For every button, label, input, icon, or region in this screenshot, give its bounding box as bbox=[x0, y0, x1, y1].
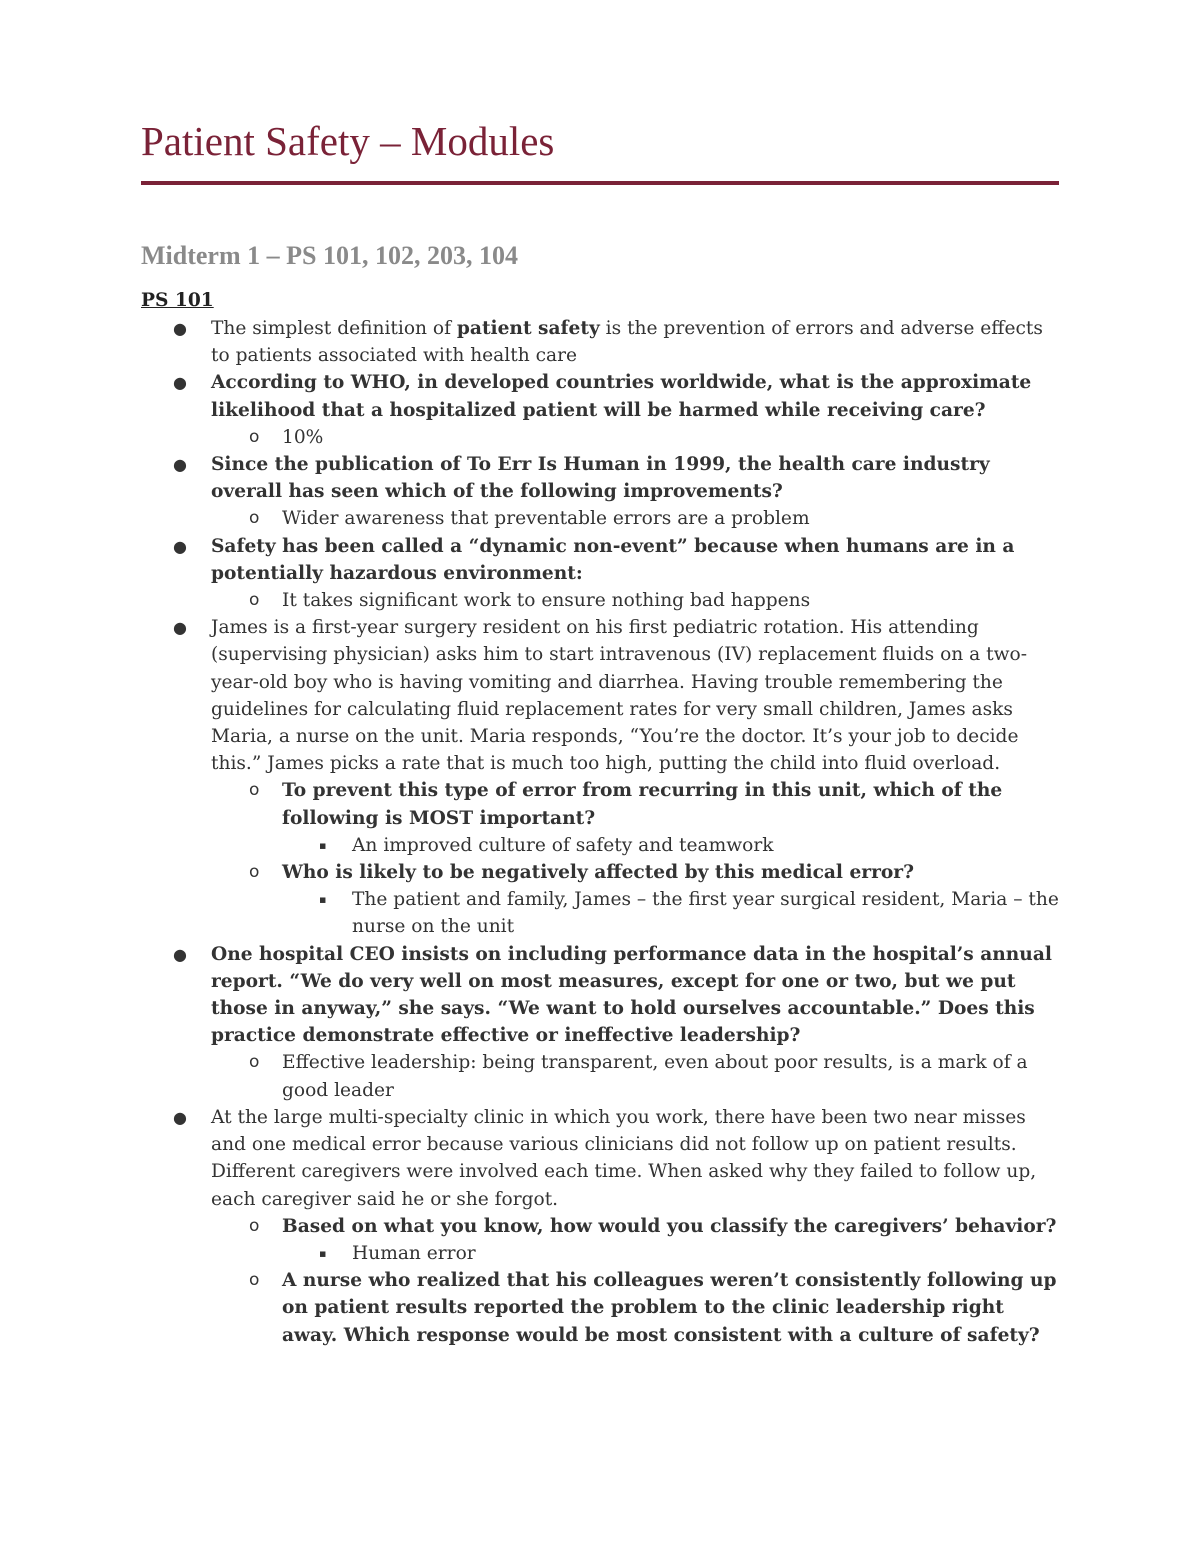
document-title: Patient Safety – Modules bbox=[141, 118, 555, 164]
answer-q3 bbox=[141, 505, 1059, 532]
circle-bullet-icon: o bbox=[249, 1052, 260, 1073]
question-text: To prevent this type of error from recurring in this unit, which of the following is MOST important? bbox=[282, 780, 1003, 829]
answer-q2 bbox=[141, 424, 1059, 451]
question-text: Since the publication of To Err Is Human in 1999, the health care industry overall has seen which of the following improvements? bbox=[211, 454, 990, 503]
answer-q6 bbox=[141, 1049, 1059, 1103]
notes-content bbox=[141, 287, 1059, 1349]
answer-text: 10% bbox=[282, 426, 324, 448]
list-item-q7 bbox=[141, 1104, 1059, 1213]
list-item-q3 bbox=[141, 451, 1059, 505]
answer-text: Effective leadership: being transparent, even about poor results, is a mark of a good leader bbox=[282, 1052, 1028, 1101]
circle-bullet-icon: o bbox=[249, 862, 260, 883]
section-heading: PS 101 bbox=[141, 290, 214, 311]
square-bullet-icon: ▪ bbox=[319, 893, 327, 907]
title-divider bbox=[141, 181, 1059, 185]
question-text: Safety has been called a “dynamic non-event” because when humans are in a potentially hazardous environment: bbox=[211, 535, 1015, 584]
bullet-icon: ● bbox=[173, 618, 187, 638]
square-bullet-icon: ▪ bbox=[319, 1246, 327, 1260]
subquestion-q5-2 bbox=[141, 859, 1059, 886]
bullet-icon: ● bbox=[173, 1107, 187, 1127]
scenario-text: James is a first-year surgery resident on his first pediatric rotation. His attending (supervising physician) asks him to start intravenous (IV) replacement fluids on a two-year-old boy who is having vomiting and diarrhea. Having trouble remembering the guidelines for calculating fluid replacement rates for very small children, James asks Maria, a nurse on the unit. Maria responds, “You’re the doctor. It’s your job to decide this.” James picks a rate that is much too high, putting the child into fluid overload. bbox=[211, 617, 1028, 775]
list-item-q5 bbox=[141, 614, 1059, 777]
circle-bullet-icon: o bbox=[249, 508, 260, 529]
scenario-text: At the large multi-specialty clinic in which you work, there have been two near misses and one medical error because various clinicians did not follow up on patient results. Different caregivers were involved each time. When asked why they failed to follow up, each caregiver said he or she forgot. bbox=[211, 1106, 1037, 1210]
midterm-heading: Midterm 1 – PS 101, 102, 203, 104 bbox=[141, 241, 518, 270]
list-item-q6 bbox=[141, 941, 1059, 1050]
answer-text: Human error bbox=[352, 1242, 476, 1264]
subquestion-q5-1 bbox=[141, 777, 1059, 831]
question-text: Based on what you know, how would you classify the caregivers’ behavior? bbox=[282, 1215, 1057, 1237]
circle-bullet-icon: o bbox=[249, 590, 260, 611]
answer-text: The patient and family, James – the first year surgical resident, Maria – the nurse on the unit bbox=[352, 889, 1059, 938]
subquestion-q7-2 bbox=[141, 1267, 1059, 1349]
list-item-q4 bbox=[141, 533, 1059, 587]
circle-bullet-icon: o bbox=[249, 780, 260, 801]
bullet-icon: ● bbox=[173, 536, 187, 556]
question-text: One hospital CEO insists on including performance data in the hospital’s annual report. “We do very well on most measures, except for one or two, but we put those in anyway,” she says. “We want to hold ourselves accountable.” Does this practice demonstrate effective or ineffective leadership? bbox=[211, 943, 1052, 1047]
answer-q5-1 bbox=[141, 832, 1059, 859]
bullet-icon: ● bbox=[173, 319, 187, 338]
answer-text: Wider awareness that preventable errors are a problem bbox=[282, 508, 810, 530]
list-item-q2 bbox=[141, 369, 1059, 423]
circle-bullet-icon: o bbox=[249, 1270, 260, 1291]
bullet-icon: ● bbox=[173, 944, 187, 964]
question-list bbox=[141, 315, 1059, 1349]
circle-bullet-icon: o bbox=[249, 426, 260, 447]
answer-q7-1 bbox=[141, 1240, 1059, 1267]
answer-text: It takes significant work to ensure nothing bad happens bbox=[282, 590, 811, 612]
circle-bullet-icon: o bbox=[249, 1215, 260, 1236]
square-bullet-icon: ▪ bbox=[319, 838, 327, 852]
bullet-icon: ● bbox=[173, 455, 187, 475]
answer-text: An improved culture of safety and teamwork bbox=[352, 834, 774, 856]
subquestion-q7-1 bbox=[141, 1213, 1059, 1240]
answer-q4 bbox=[141, 587, 1059, 614]
answer-q5-2 bbox=[141, 886, 1059, 940]
question-text: According to WHO, in developed countries worldwide, what is the approximate likelihood that a hospitalized patient will be harmed while receiving care? bbox=[211, 372, 1032, 421]
question-text: A nurse who realized that his colleagues weren’t consistently following up on patient results reported the problem to the clinic leadership right away. Which response would be most consistent with a culture of safety? bbox=[282, 1270, 1057, 1346]
question-text: Who is likely to be negatively affected by this medical error? bbox=[282, 862, 914, 884]
list-item-q1: ● The simplest definition of patient safety is the prevention of errors and adverse effects to patients associated with health care bbox=[141, 315, 1059, 369]
bullet-icon: ● bbox=[173, 373, 187, 393]
